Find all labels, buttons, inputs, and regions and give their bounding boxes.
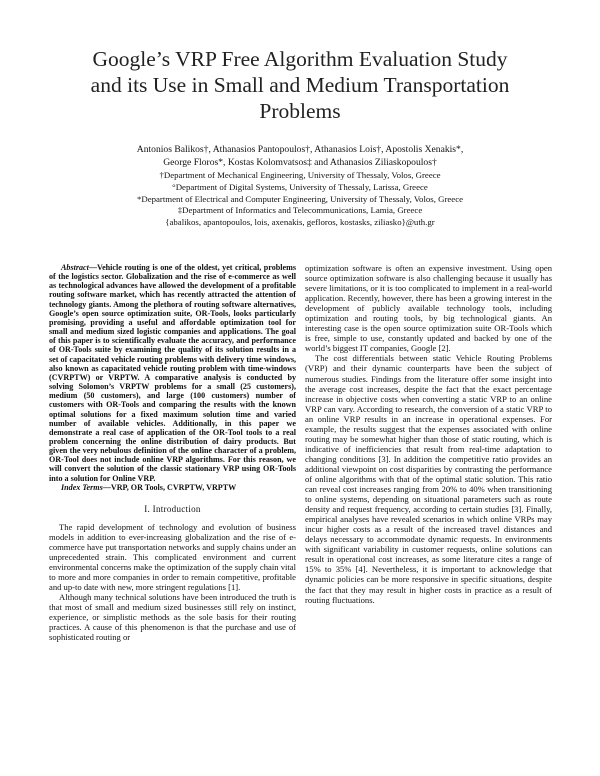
body-paragraph: The cost differentials between static Vehicle Routing Problems (VRP) and their dynamic counterparts have been the subject of numerous studies. Findings from the literature offer some insight into the average cost increases, despite the fact that the exact percentage increase in objective costs when converting a static VRP to an online VRP can vary. According to research, the conversion of a static VRP to an online VRP results in an increase in operational expenses. For example, the results suggest that the expenses associated with online routing may be somewhat higher than those of static routing, which is indicative of inefficiencies that result from real-time adaptation to changing conditions [3]. In addition the competitive ratio provides an additional viewpoint on cost disparities by contrasting the performance of online algorithms with that of the optimal static solution. This ratio can reveal cost increases ranging from 20% to 40% when transitioning to online systems, depending on situational parameters such as route density and request frequency, according to certain studies [3]. Finally, empirical analyses have revealed scenarios in which online VRPs may incur higher costs as a result of the increased travel distances and delays necessary to accommodate dynamic requests. In environments with significant variability in customer requests, online solutions can result in operational cost increases, as some literature cites a range of 15% to 35% [4]. Nevertheless, it is important to acknowledge that dynamic policies can be more responsive in specific situations, despite the fact that they may result in higher costs in practice as a result of routing fluctuations. — [305, 353, 552, 605]
index-terms — [49, 483, 296, 492]
affiliation-line: ‡Department of Informatics and Telecommunications, Lamia, Greece — [177, 205, 423, 216]
affiliation-line: °Department of Digital Systems, University of Thessaly, Larissa, Greece — [172, 181, 428, 192]
affiliation-line: †Department of Mechanical Engineering, University of Thessaly, Volos, Greece — [159, 170, 441, 180]
index-terms-label: Index Terms — [61, 482, 103, 492]
right-column — [305, 263, 552, 605]
author-list — [40, 143, 560, 169]
affiliation-list — [40, 170, 560, 229]
index-terms-text: —VRP, OR Tools, CVRPTW, VRPTW — [102, 482, 237, 492]
author-line: Antonios Balikos†, Athanasios Pantopoulos†, Athanasios Lois†, Apostolis Xenakis*, — [136, 144, 464, 155]
body-paragraph: Although many technical solutions have been introduced the truth is that most of small and medium sized businesses still rely on instinct, experience, or simplistic methods as the sole basis for their routing practices. A cause of this phenomenon is that the purchase and use of sophisticated routing or — [49, 592, 296, 643]
contact-emails: {abalikos, apantopoulos, lois, axenakis, gefloros, kostasks, ziliasko}@uth.gr — [165, 217, 435, 228]
left-column — [49, 263, 296, 643]
affiliation-line: *Department of Electrical and Computer Engineering, University of Thessaly, Volos, Greece — [136, 193, 464, 204]
abstract — [49, 263, 296, 483]
title-line: and its Use in Small and Medium Transportation — [90, 73, 510, 97]
title-line: Problems — [259, 99, 341, 123]
section-heading-introduction: I. Introduction — [144, 503, 201, 514]
abstract-text: —Vehicle routing is one of the oldest, yet critical, problems of the logistics sector. Globalization and the rise of e-commerce as well as technological advances have allowed the development of a profitable routing software market, which has recently attracted the attention of technology giants. Among the plethora of routing software alternatives, Google’s open source optimization suite, OR-Tools, looks particularly promising, providing a useful and affordable optimization tool for small and medium sized logistic companies and applications. The goal of this paper is to scientifically evaluate the accuracy, and performance of OR-Tools suite by examining the quality of its solution results in a set of capacitated vehicle routing problems with delivery time windows, also known as capacitated vehicle routing problem with time-windows (CVRPTW) or VRPTW. A comparative analysis is conducted by solving Solomon’s VRPTW problems for a small (25 customers), medium (50 customers), and large (100 customers) number of customers with OR-Tools and comparing the results with the known optimal solutions for a fixed maximum solution time and varied number of available vehicles. Additionally, in this paper we demonstrate a real case of application of the OR-Tool tools to a real problem concerning the online distribution of dairy products. But given the very nebulous definition of the online character of a problem, OR-Tool does not include online VRP algorithms. For this reason, we will convert the solution of the classic stationary VRP using OR-Tools into a solution for Online VRP. — [49, 263, 296, 483]
body-paragraph: optimization software is often an expensive investment. Using open source optimization software is also challenging because it usually has severe limitations, or it is too complicated to implement in a real-world application. Recently, however, there has been a growing interest in the development of publicly available technology tools, including optimization and routing tools, by big technological giants. An interesting case is the open source optimization suite OR-Tools which is free, simple to use, constantly updated and backed by one of the world’s biggest IT companies, Google [2]. — [305, 263, 552, 354]
abstract-label: Abstract — [61, 263, 89, 272]
author-line: George Floros*, Kostas Kolomvatsos‡ and Athanasios Ziliaskopoulos† — [163, 157, 437, 168]
body-paragraph: The rapid development of technology and evolution of business models in addition to ever-increasing globalization and the rise of e-commerce have put transportation networks and supply chains under an unprecedented strain. This complicated environment and current environmental concerns make the optimization of the supply chain vital to more and more companies in order to remain competitive, profitable and up-to date with new, more stringent regulations [1]. — [49, 521, 296, 593]
title-line: Google’s VRP Free Algorithm Evaluation Study — [92, 47, 508, 71]
paper-title — [40, 46, 560, 124]
